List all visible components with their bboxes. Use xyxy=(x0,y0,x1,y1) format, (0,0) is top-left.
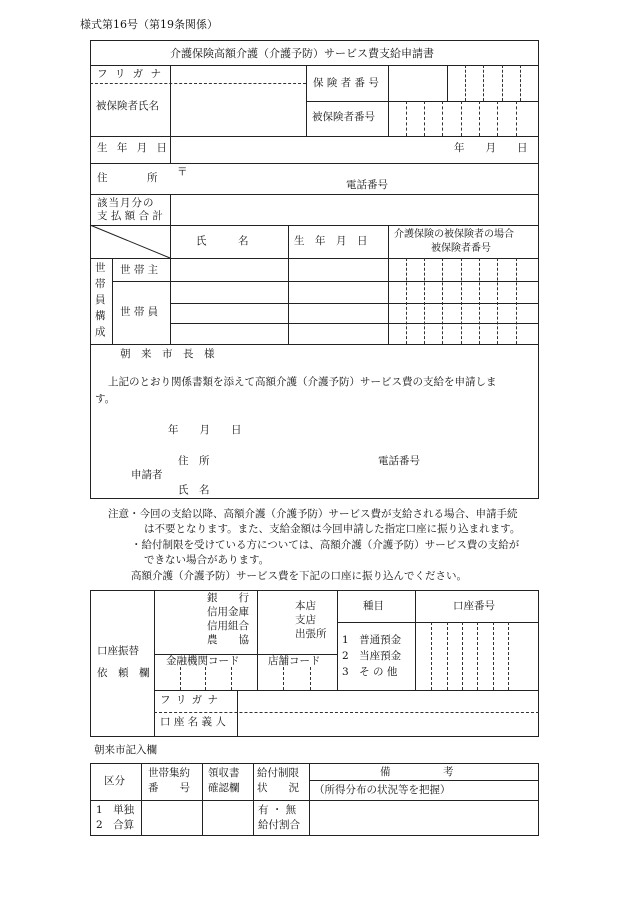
city-col-limit-1: 給付制限 xyxy=(257,767,299,779)
city-col-kubun: 区分 xyxy=(104,775,125,787)
limit-ratio: 給付割合 xyxy=(258,819,300,831)
city-col-remarks: 備 考 xyxy=(380,766,454,778)
head-of-household-label: 世 帯 主 xyxy=(120,264,159,276)
kubun-single: 1 単独 xyxy=(96,804,135,816)
city-col-household-1: 世帯集約 xyxy=(148,767,190,779)
birth-date-label: 生 年 月 日 xyxy=(97,142,171,154)
applicant-label: 申請者 xyxy=(131,469,163,481)
addressee: 朝 来 市 長 様 xyxy=(120,348,215,360)
note-1a: 注意・今回の支給以降、高額介護（介護予防）サービス費が支給される場合、申請手続 xyxy=(108,508,518,520)
insured-name-label: 被保険者氏名 xyxy=(96,100,159,112)
col-insured-header-2: 被保険者番号 xyxy=(431,243,491,254)
city-col-limit-2: 状 況 xyxy=(257,782,299,794)
insured-number-label: 被保険者番号 xyxy=(312,111,375,123)
form-number: 様式第16号（第19条関係） xyxy=(80,18,218,31)
city-section-label: 朝来市記入欄 xyxy=(94,744,157,756)
col-name-header: 氏 名 xyxy=(196,235,249,247)
phone-label: 電話番号 xyxy=(346,179,388,191)
col-insured-header-1: 介護保険の被保険者の場合 xyxy=(394,229,514,240)
insurer-number-label: 保 険 者 番 号 xyxy=(313,77,379,89)
applicant-address-label: 住 所 xyxy=(178,455,210,467)
application-date: 年 月 日 xyxy=(168,424,242,436)
note-2a: ・給付制限を受けている方については、高額介護（介護予防）サービス費の支給が xyxy=(131,539,520,551)
limit-yes-no: 有 ・ 無 xyxy=(258,804,297,816)
account-number-header: 口座番号 xyxy=(453,600,495,612)
institution-code-label: 金融機関コード xyxy=(166,655,240,667)
address-label: 住 所 xyxy=(97,172,160,184)
bank-label-2: 依 頼 欄 xyxy=(97,667,150,679)
note-3: 高額介護（介護予防）サービス費を下記の口座に振り込んでください。 xyxy=(131,570,467,582)
postal-mark: 〒 xyxy=(177,166,188,178)
birth-date-fields: 年 月 日 xyxy=(454,142,528,154)
account-kind-header: 種目 xyxy=(363,600,384,612)
applicant-phone-label: 電話番号 xyxy=(378,455,420,467)
statement-line-1: 上記のとおり関係書類を添えて高額介護（介護予防）サービス費の支給を申請しま xyxy=(108,376,497,388)
city-col-receipt-2: 確認欄 xyxy=(208,782,240,794)
bank-label-1: 口座振替 xyxy=(97,645,139,657)
city-col-receipt-1: 領収書 xyxy=(208,767,240,779)
applicant-name-label: 氏 名 xyxy=(178,484,210,496)
kubun-combined: 2 合算 xyxy=(96,819,135,831)
household-member-label: 世 帯 員 xyxy=(120,306,159,318)
form-title: 介護保険高額介護（介護予防）サービス費支給申請書 xyxy=(170,47,434,60)
account-holder-label: 口 座 名 義 人 xyxy=(160,716,226,728)
statement-line-2: す。 xyxy=(95,393,116,405)
furigana-label: フ リ ガ ナ xyxy=(97,68,164,80)
branch-code-label: 店舗コード xyxy=(268,655,321,667)
payment-total-label-1: 該当月分の xyxy=(97,197,155,209)
payment-total-label-2: 支 払 額 合 計 xyxy=(97,210,163,222)
city-remarks-note: （所得分布の状況等を把握） xyxy=(314,784,451,796)
col-birth-header: 生 年 月 日 xyxy=(294,235,368,247)
note-2b: できない場合があります。 xyxy=(144,554,270,566)
city-col-household-2: 番 号 xyxy=(148,782,190,794)
note-1b: は不要となります。また、支給金額は今回申請した指定口座に振り込まれます。 xyxy=(144,523,521,535)
holder-furigana-label: フ リ ガ ナ xyxy=(160,694,220,706)
